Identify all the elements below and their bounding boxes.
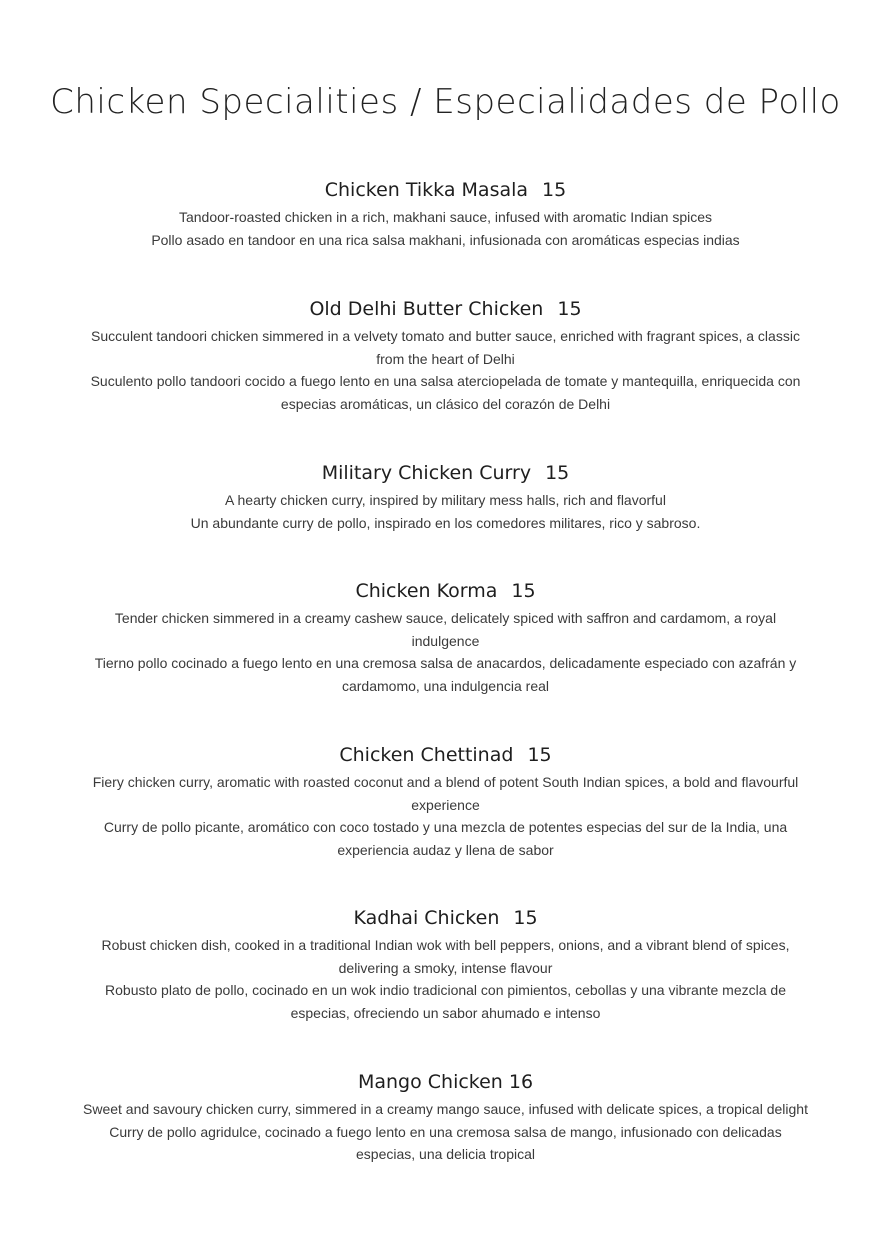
dish-description-spanish: Curry de pollo agridulce, cocinado a fuego lento en una cremosa salsa de mango, infusionado con delicadas especias, una delicia tropical xyxy=(109,1123,782,1162)
dish-description-english: Succulent tandoori chicken simmered in a velvety tomato and butter sauce, enriched with fragrant spices, a classic from the heart of Delhi xyxy=(91,328,800,367)
dish-description-english: Tender chicken simmered in a creamy cashew sauce, delicately spiced with saffron and cardamom, a royal indulgence xyxy=(114,610,777,649)
dish-description-spanish: Suculento pollo tandoori cocido a fuego lento en una salsa aterciopelada de tomate y mantequilla, enriquecida con especias aromáticas, un clásico del corazón de Delhi xyxy=(90,373,801,412)
menu-item xyxy=(80,906,811,1024)
dish-description-spanish: Un abundante curry de pollo, inspirado en los comedores militares, rico y sabroso. xyxy=(190,514,701,531)
menu-item xyxy=(80,743,811,861)
dish-description-spanish: Tierno pollo cocinado a fuego lento en una cremosa salsa de anacardos, delicadamente especiado con azafrán y cardamomo, una indulgencia real xyxy=(94,655,797,694)
page-title: Chicken Specialities / Especialidades de Pollo xyxy=(50,82,841,122)
dish-heading xyxy=(80,461,811,485)
dish-description-english: Robust chicken dish, cooked in a traditional Indian wok with bell peppers, onions, and a vibrant blend of spices, delivering a smoky, intense flavour xyxy=(101,937,790,976)
dish-heading xyxy=(80,1070,811,1094)
dish-description-spanish: Curry de pollo picante, aromático con coco tostado y una mezcla de potentes especias del sur de la India, una experiencia audaz y llena de sabor xyxy=(103,819,788,858)
dish-name: Military Chicken Curry xyxy=(321,462,532,484)
dish-price: 15 xyxy=(511,580,536,602)
dish-price: 15 xyxy=(557,298,582,320)
dish-description-english: A hearty chicken curry, inspired by military mess halls, rich and flavorful xyxy=(225,492,666,508)
dish-price: 16 xyxy=(508,1071,534,1093)
dish-price: 15 xyxy=(527,744,552,766)
menu-item xyxy=(80,461,811,534)
dish-name: Mango Chicken xyxy=(357,1071,503,1093)
dish-heading xyxy=(80,297,811,321)
dish-heading xyxy=(80,178,811,202)
dish-price: 15 xyxy=(542,179,567,201)
dish-name: Chicken Korma xyxy=(355,580,498,602)
dish-name: Kadhai Chicken xyxy=(353,907,500,929)
dish-description-spanish: Pollo asado en tandoor en una rica salsa makhani, infusionada con aromáticas especias indias xyxy=(151,231,740,248)
menu-item xyxy=(80,579,811,697)
dish-description-english: Tandoor-roasted chicken in a rich, makhani sauce, infused with aromatic Indian spices xyxy=(178,209,713,225)
menu-item xyxy=(80,297,811,415)
dish-price: 15 xyxy=(513,907,538,929)
dish-heading xyxy=(80,743,811,767)
menu-item xyxy=(80,178,811,251)
dish-name: Old Delhi Butter Chicken xyxy=(309,298,544,320)
dish-description-spanish: Robusto plato de pollo, cocinado en un wok indio tradicional con pimientos, cebollas y una vibrante mezcla de especias, ofreciendo un sabor ahumado e intenso xyxy=(105,982,786,1021)
dish-name: Chicken Tikka Masala xyxy=(324,179,529,201)
dish-name: Chicken Chettinad xyxy=(339,744,514,766)
dish-price: 15 xyxy=(545,462,570,484)
dish-heading xyxy=(80,579,811,603)
dish-heading xyxy=(80,906,811,930)
dish-description-english: Fiery chicken curry, aromatic with roasted coconut and a blend of potent South Indian spices, a bold and flavourful experience xyxy=(92,774,799,813)
dish-description-english: Sweet and savoury chicken curry, simmered in a creamy mango sauce, infused with delicate spices, a tropical delight xyxy=(83,1101,808,1117)
menu-item xyxy=(80,1070,811,1166)
